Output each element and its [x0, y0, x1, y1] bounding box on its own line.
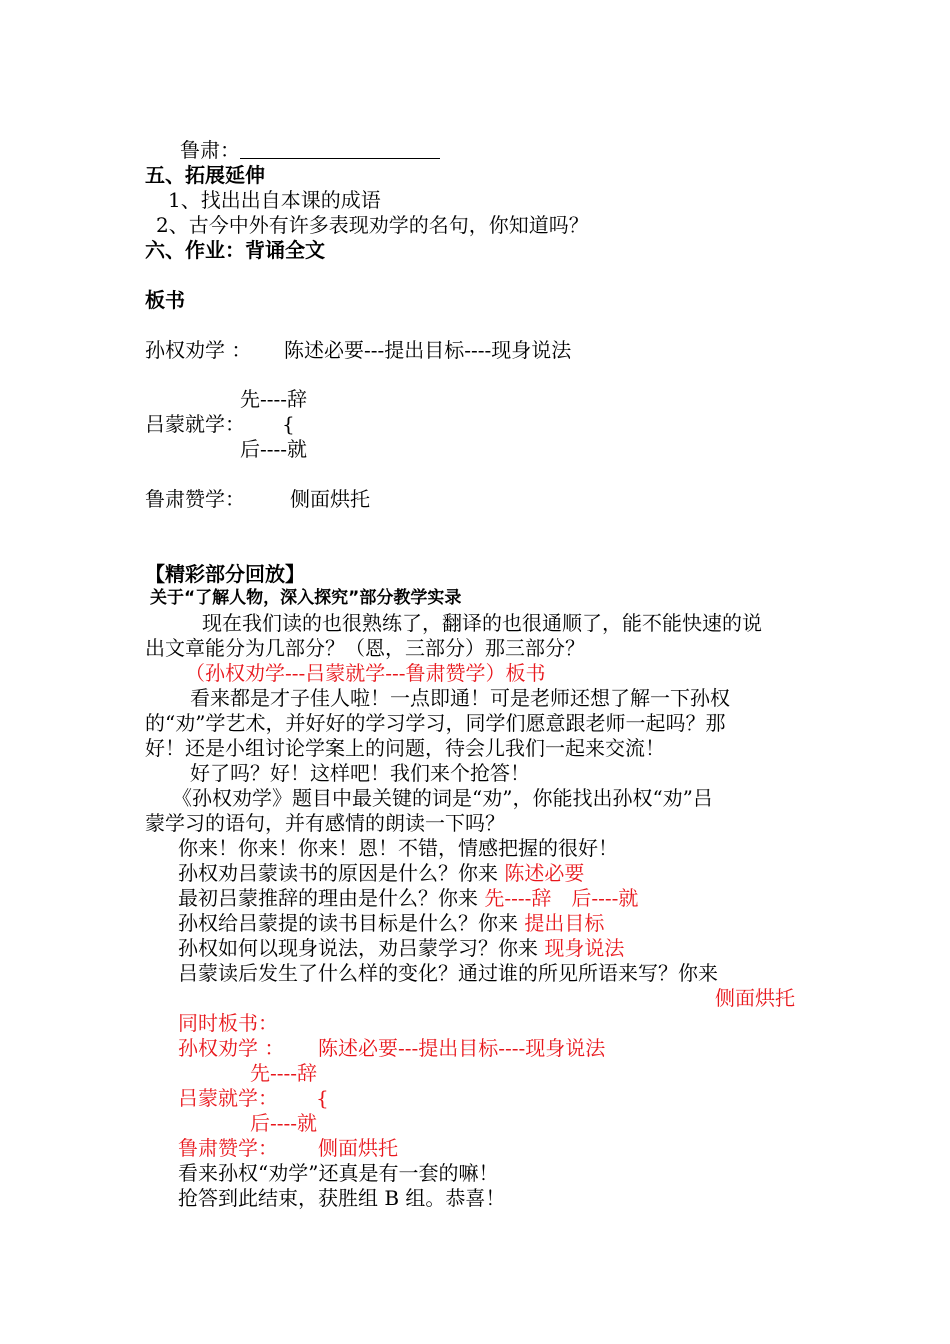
- question3: 孙权给吕蒙提的读书目标是什么？你来: [178, 911, 518, 935]
- answer-blank: [240, 140, 440, 159]
- para5: 你来！你来！你来！恩！不错，情感把握的很好！: [178, 836, 618, 860]
- board-row2-top: 先----辞: [240, 387, 308, 411]
- para1-line2: 出文章能分为几部分？（恩，三部分）那三部分？: [145, 636, 585, 660]
- closing-line1: 看来孙权“劝学”还真是有一套的嘛！: [178, 1161, 499, 1185]
- question3-line: [178, 911, 604, 935]
- answer3: 提出目标: [524, 911, 605, 935]
- answer5: 侧面烘托: [715, 986, 795, 1010]
- question1-line: [178, 861, 584, 885]
- board-title: 板书: [145, 288, 185, 312]
- para2-line3: 好！还是小组讨论学案上的问题，待会儿我们一起来交流！: [145, 736, 665, 760]
- answer2: 先----辞 后----就: [484, 886, 639, 910]
- closing-line2: 抢答到此结束，获胜组 B 组。恭喜！: [178, 1186, 506, 1210]
- highlight-subtitle: 关于“了解人物，深入探究”部分教学实录: [150, 588, 462, 608]
- board-row2-label: 吕蒙就学：: [145, 412, 245, 436]
- lusu-label-line: [180, 138, 440, 162]
- para4-line2: 蒙学习的语句，并有感情的朗读一下吗？: [145, 811, 505, 835]
- red-board-row3-label: 鲁肃赞学：: [178, 1136, 278, 1160]
- red-board-row1-content: 陈述必要---提出目标----现身说法: [318, 1036, 606, 1060]
- red-board-row2-brace: {: [316, 1086, 329, 1110]
- highlight-title: 【精彩部分回放】: [145, 562, 305, 586]
- board-row2-brace: {: [282, 412, 295, 436]
- board-row1-label: 孙权劝学 ：: [145, 338, 252, 362]
- red-board-row2-bottom: 后----就: [250, 1111, 318, 1135]
- question4: 孙权如何以现身说法，劝吕蒙学习？你来: [178, 936, 538, 960]
- question2-line: [178, 886, 638, 910]
- question4-line: [178, 936, 624, 960]
- board-row2-bottom: 后----就: [240, 437, 308, 461]
- red-board-row1-label: 孙权劝学 ：: [178, 1036, 285, 1060]
- board-intro: 同时板书：: [178, 1011, 278, 1035]
- answer4: 现身说法: [544, 936, 625, 960]
- board-row1-content: 陈述必要---提出目标----现身说法: [284, 338, 572, 362]
- red-board-row2-top: 先----辞: [250, 1061, 318, 1085]
- section5-item1: 1、找出出自本课的成语: [168, 188, 381, 212]
- para3: 好了吗？好！这样吧！我们来个抢答！: [190, 761, 530, 785]
- question5: 吕蒙读后发生了什么样的变化？通过谁的所见所语来写？你来: [178, 961, 718, 985]
- para4-line1: 《孙权劝学》题目中最关键的词是“劝”，你能找出孙权“劝”吕: [172, 786, 713, 810]
- para2-line2: 的“劝”学艺术，并好好的学习学习，同学们愿意跟老师一起吗？那: [145, 711, 726, 735]
- question2: 最初吕蒙推辞的理由是什么？你来: [178, 886, 478, 910]
- question1: 孙权劝吕蒙读书的原因是什么？你来: [178, 861, 498, 885]
- section5-item2: 2、古今中外有许多表现劝学的名句，你知道吗？: [156, 213, 589, 237]
- para2-line1: 看来都是才子佳人啦！一点即通！可是老师还想了解一下孙权: [190, 686, 730, 710]
- red-board-row2-label: 吕蒙就学：: [178, 1086, 278, 1110]
- section5-title: 五、拓展延伸: [145, 163, 265, 187]
- para1-board-note: （孙权劝学---吕蒙就学---鲁肃赞学）板书: [185, 661, 546, 685]
- board-row3-content: 侧面烘托: [290, 487, 370, 511]
- section6-title: 六、作业：背诵全文: [145, 238, 325, 262]
- board-row3-label: 鲁肃赞学：: [145, 487, 245, 511]
- lusu-label: 鲁肃：: [180, 138, 240, 162]
- answer1: 陈述必要: [504, 861, 585, 885]
- red-board-row3-content: 侧面烘托: [318, 1136, 398, 1160]
- para1-line1: 现在我们读的也很熟练了，翻译的也很通顺了，能不能快速的说: [202, 611, 762, 635]
